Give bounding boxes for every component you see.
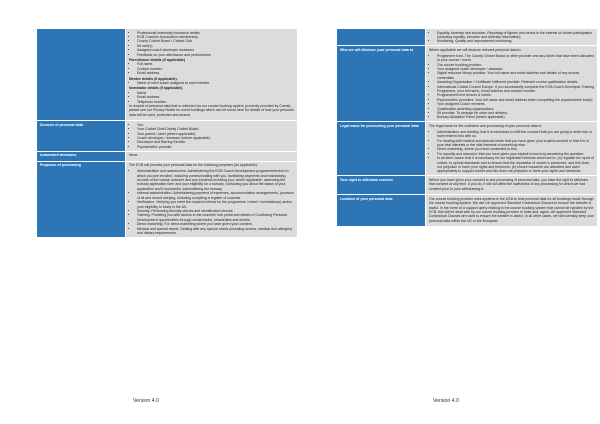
- bullet-item: • Professional Indemnity Insurance details.: [137, 31, 294, 35]
- right-page-version-footer: Version 4.0: [433, 398, 459, 404]
- bullet-list: [429, 130, 594, 174]
- bullet-item: • Verification. Verifying you meet the required criteria for the programme / event / nomination(s) and/or your eligibility to study in the UK.: [137, 200, 294, 209]
- paragraph: The legal basis for the collection and processing of your personal data is:: [429, 123, 543, 128]
- table-row: [337, 29, 598, 46]
- left-page: [36, 28, 298, 238]
- bullet-item: • Monitoring. Quality and improvement monitoring.: [437, 39, 594, 43]
- bullet-item: • You.: [137, 123, 294, 127]
- bullet-item: • Direct marketing, where you have consented to this.: [437, 147, 594, 151]
- bullet-item: • For dealing with medical and special needs that you have given your explicit consent or that it is in your vital interests or the vital interests of somebody else.: [437, 139, 594, 148]
- table-row: [337, 195, 598, 227]
- table-row: [337, 46, 598, 122]
- bullet-item: • Contact number.: [137, 67, 294, 71]
- bullet-item: • For equality and inclusion: that you have given your explicit consent by answering the question.: [437, 152, 594, 156]
- bullet-item: • Internal administration. Administering payment of expenses, accommodation arrangements, provision of kit and record keeping, including compiling a register of coaches.: [137, 191, 294, 200]
- bullet-item: • Full name.: [137, 62, 294, 66]
- row-label-automated-decisions: Automated decisions: [37, 151, 126, 161]
- bullet-item: • Name of each coach assigned to each mentee.: [137, 81, 294, 85]
- bullet-item: • Your parent / carer (where applicable).: [137, 132, 294, 136]
- row-label-location-of-your-personal-data: Location of your personal data: [337, 195, 426, 227]
- bullet-item: • Awarding Organisation / Certificate fulfilment provider. Relevant course qualification details.: [437, 80, 594, 84]
- bullet-item: • Name.: [137, 91, 294, 95]
- bullet-item: • Programme host. The County Cricket Board or other provider and any tutors that have been allocated to your course / event.: [437, 54, 594, 63]
- bullet-item: • Feedback on your attendance and performance.: [137, 53, 294, 57]
- bullet-list: [429, 31, 594, 44]
- paragraph: The ECB will process your personal data for the following purposes (as applicable):: [129, 163, 258, 168]
- paragraph: Our course booking provider uses systems in the USA to host personal data for all bookings made through the course booking system. We use UK approved Standard Contractual Clauses to ensure the transfer is lawful. In the event of a support query relating to the course booking system that cannot be handled by the ECB, this will be dealt with by our course booking provider in India and, again, UK approved Standard Contractual Clauses are used to ensure the transfer is lawful. In all other cases, we will normally keep your personal data within the UK or the European: [429, 196, 594, 223]
- bullet-item: • Telephone number.: [137, 100, 294, 104]
- bullet-list: [129, 91, 294, 104]
- row-content: [426, 122, 598, 176]
- row-label-sources-of-personal-data: Sources of personal data: [37, 121, 126, 151]
- row-content: [126, 151, 298, 161]
- bullet-item: • Assigned coach developer /assessor: [137, 48, 294, 52]
- right-page-table: [336, 28, 598, 227]
- left-page-version-footer: Version 4.0: [133, 398, 159, 404]
- section-subheading: Mentee details (if applicable).: [129, 76, 178, 81]
- section-subheading: Parent/carer details (if applicable): [129, 57, 186, 62]
- bullet-item: • Administration and training: that it is necessary to fulfil the contract that you are going to enter into or have entered into with us.: [437, 130, 594, 139]
- section-subheading: Nominator details (if applicable).: [129, 86, 184, 91]
- paragraph: In respect of personal data that is collected via our course booking system (currently provided by Cventi), please see our Privacy Notice for event bookings which can be found here for details of how your personal data will be used, protected and shared.: [129, 104, 294, 117]
- bullet-item: • Security. Performing security checks and identification checks.: [137, 209, 294, 213]
- table-row: [37, 151, 298, 161]
- bullet-item: • Administration and assessment. Administering the ECB Coach Development programme/event on which you are enrolled, including communicating with you, facilitating payments and maintaining records of the course outcome and any incidents involving you, where applicable, assessing the bursary application form and your eligibility for a bursary, contacting you about the status of your application and if successful, administering the bursary.: [137, 169, 294, 191]
- bullet-item: • International Cricket Council Europe. If you successfully complete the ECB Coach Developer Training Programme, your full name, email address and contact number.: [437, 85, 594, 94]
- bullet-item: • ECB Coaches Association membership.: [137, 35, 294, 39]
- bullet-item: • Your Cricket Club/County Cricket Board.: [137, 127, 294, 131]
- bullet-item: • Your assigned Coach mentees.: [437, 102, 594, 106]
- row-label-blank: [337, 29, 426, 46]
- right-page: [336, 28, 598, 227]
- bullet-item: • In all other cases: that it is necessary for our legitimate interests which are to: (a) regulate the sport of cricket, to uphold standards and to ensure that the reputation of cricket is preserved, and this does not prejudice or harm your rights and freedoms; (b) ensure bursaries are allocated and used appropriately to support cricket and this does not prejudice or harm your rights and freedoms.: [437, 156, 594, 174]
- paragraph: Where applicable we will disclose relevant personal data to:: [429, 47, 522, 52]
- row-content: [126, 121, 298, 151]
- bullet-item: • Kit size(s).: [137, 44, 294, 48]
- bullet-item: • Programme/event venues & hotels.: [437, 93, 594, 97]
- row-content: [426, 29, 598, 46]
- table-row: [337, 176, 598, 195]
- table-row: [337, 122, 598, 176]
- table-row: [37, 161, 298, 237]
- row-content: [126, 161, 298, 237]
- bullet-item: • Your assigned coach developer / assessor.: [437, 67, 594, 71]
- bullet-list: [129, 169, 294, 235]
- bullet-item: • Email address.: [137, 95, 294, 99]
- bullet-list: [129, 81, 294, 85]
- bullet-item: • Coach developer / assessor (where applicable).: [137, 136, 294, 140]
- bullet-item: • Our course booking provider.: [437, 63, 594, 67]
- row-label-your-right-to-withdraw-consent: Your right to withdraw consent: [337, 176, 426, 195]
- bullet-item: • Equality, diversity and inclusion. Reporting of figures and trends in the interest of cricket participation (including equality, inclusion and diversity information).: [437, 31, 594, 40]
- bullet-item: • Medical and special needs. Dealing with any special needs (including access, medical and allergies) and dietary requirements.: [137, 227, 294, 236]
- row-content: [426, 176, 598, 195]
- table-row: [37, 29, 298, 121]
- bullet-list: [129, 123, 294, 149]
- bullet-list: [129, 31, 294, 57]
- bullet-item: • Digital resource library provider. Your full name and email address and details of any access credentials.: [437, 71, 594, 80]
- bullet-item: • County Cricket Board / Cricket Club.: [137, 39, 294, 43]
- row-label-who-we-will-disclose-your-personal-data-to: Who we will disclose your personal data to: [337, 46, 426, 122]
- bullet-item: • Direct marketing. For direct marketing where you have given your consent.: [137, 222, 294, 226]
- row-content: [426, 195, 598, 227]
- row-content: [126, 29, 298, 121]
- bullet-item: • Kit provider. To arrange for order and delivery.: [437, 111, 594, 115]
- row-label-blank: [37, 29, 126, 121]
- row-label-legal-basis-for-processing-your-personal-data: Legal basis for processing your personal data: [337, 122, 426, 176]
- row-content: [426, 46, 598, 122]
- bullet-item: • Training. Providing you with access to the coaches' hub portal and details of Continuing Personal Development opportunities through social media, newsletters and emails.: [137, 213, 294, 222]
- bullet-item: • Bursary Allocation Panel (where applicable).: [437, 115, 594, 119]
- bullet-item: • Disclosure and Barring Service.: [137, 140, 294, 144]
- bullet-item: • Email address.: [137, 71, 294, 75]
- row-label-purposes-of-processing: Purposes of processing: [37, 161, 126, 237]
- bullet-list: [429, 54, 594, 120]
- table-row: [37, 121, 298, 151]
- bullet-item: • Psychometric provider.: [137, 145, 294, 149]
- bullet-list: [129, 62, 294, 75]
- left-page-table: [36, 28, 298, 238]
- bullet-item: • Psychometric providers. Your full name and email address when completing the psychometric tool(s).: [437, 98, 594, 102]
- paragraph: Where you have given your consent to any processing of personal data, you have the right to withdraw that consent at any time. If you do, it will not affect the lawfulness of any processing for which we had consent prior to your withdrawing it.: [429, 177, 588, 191]
- bullet-item: • Qualification awarding organisations.: [437, 107, 594, 111]
- paragraph: None.: [129, 153, 139, 158]
